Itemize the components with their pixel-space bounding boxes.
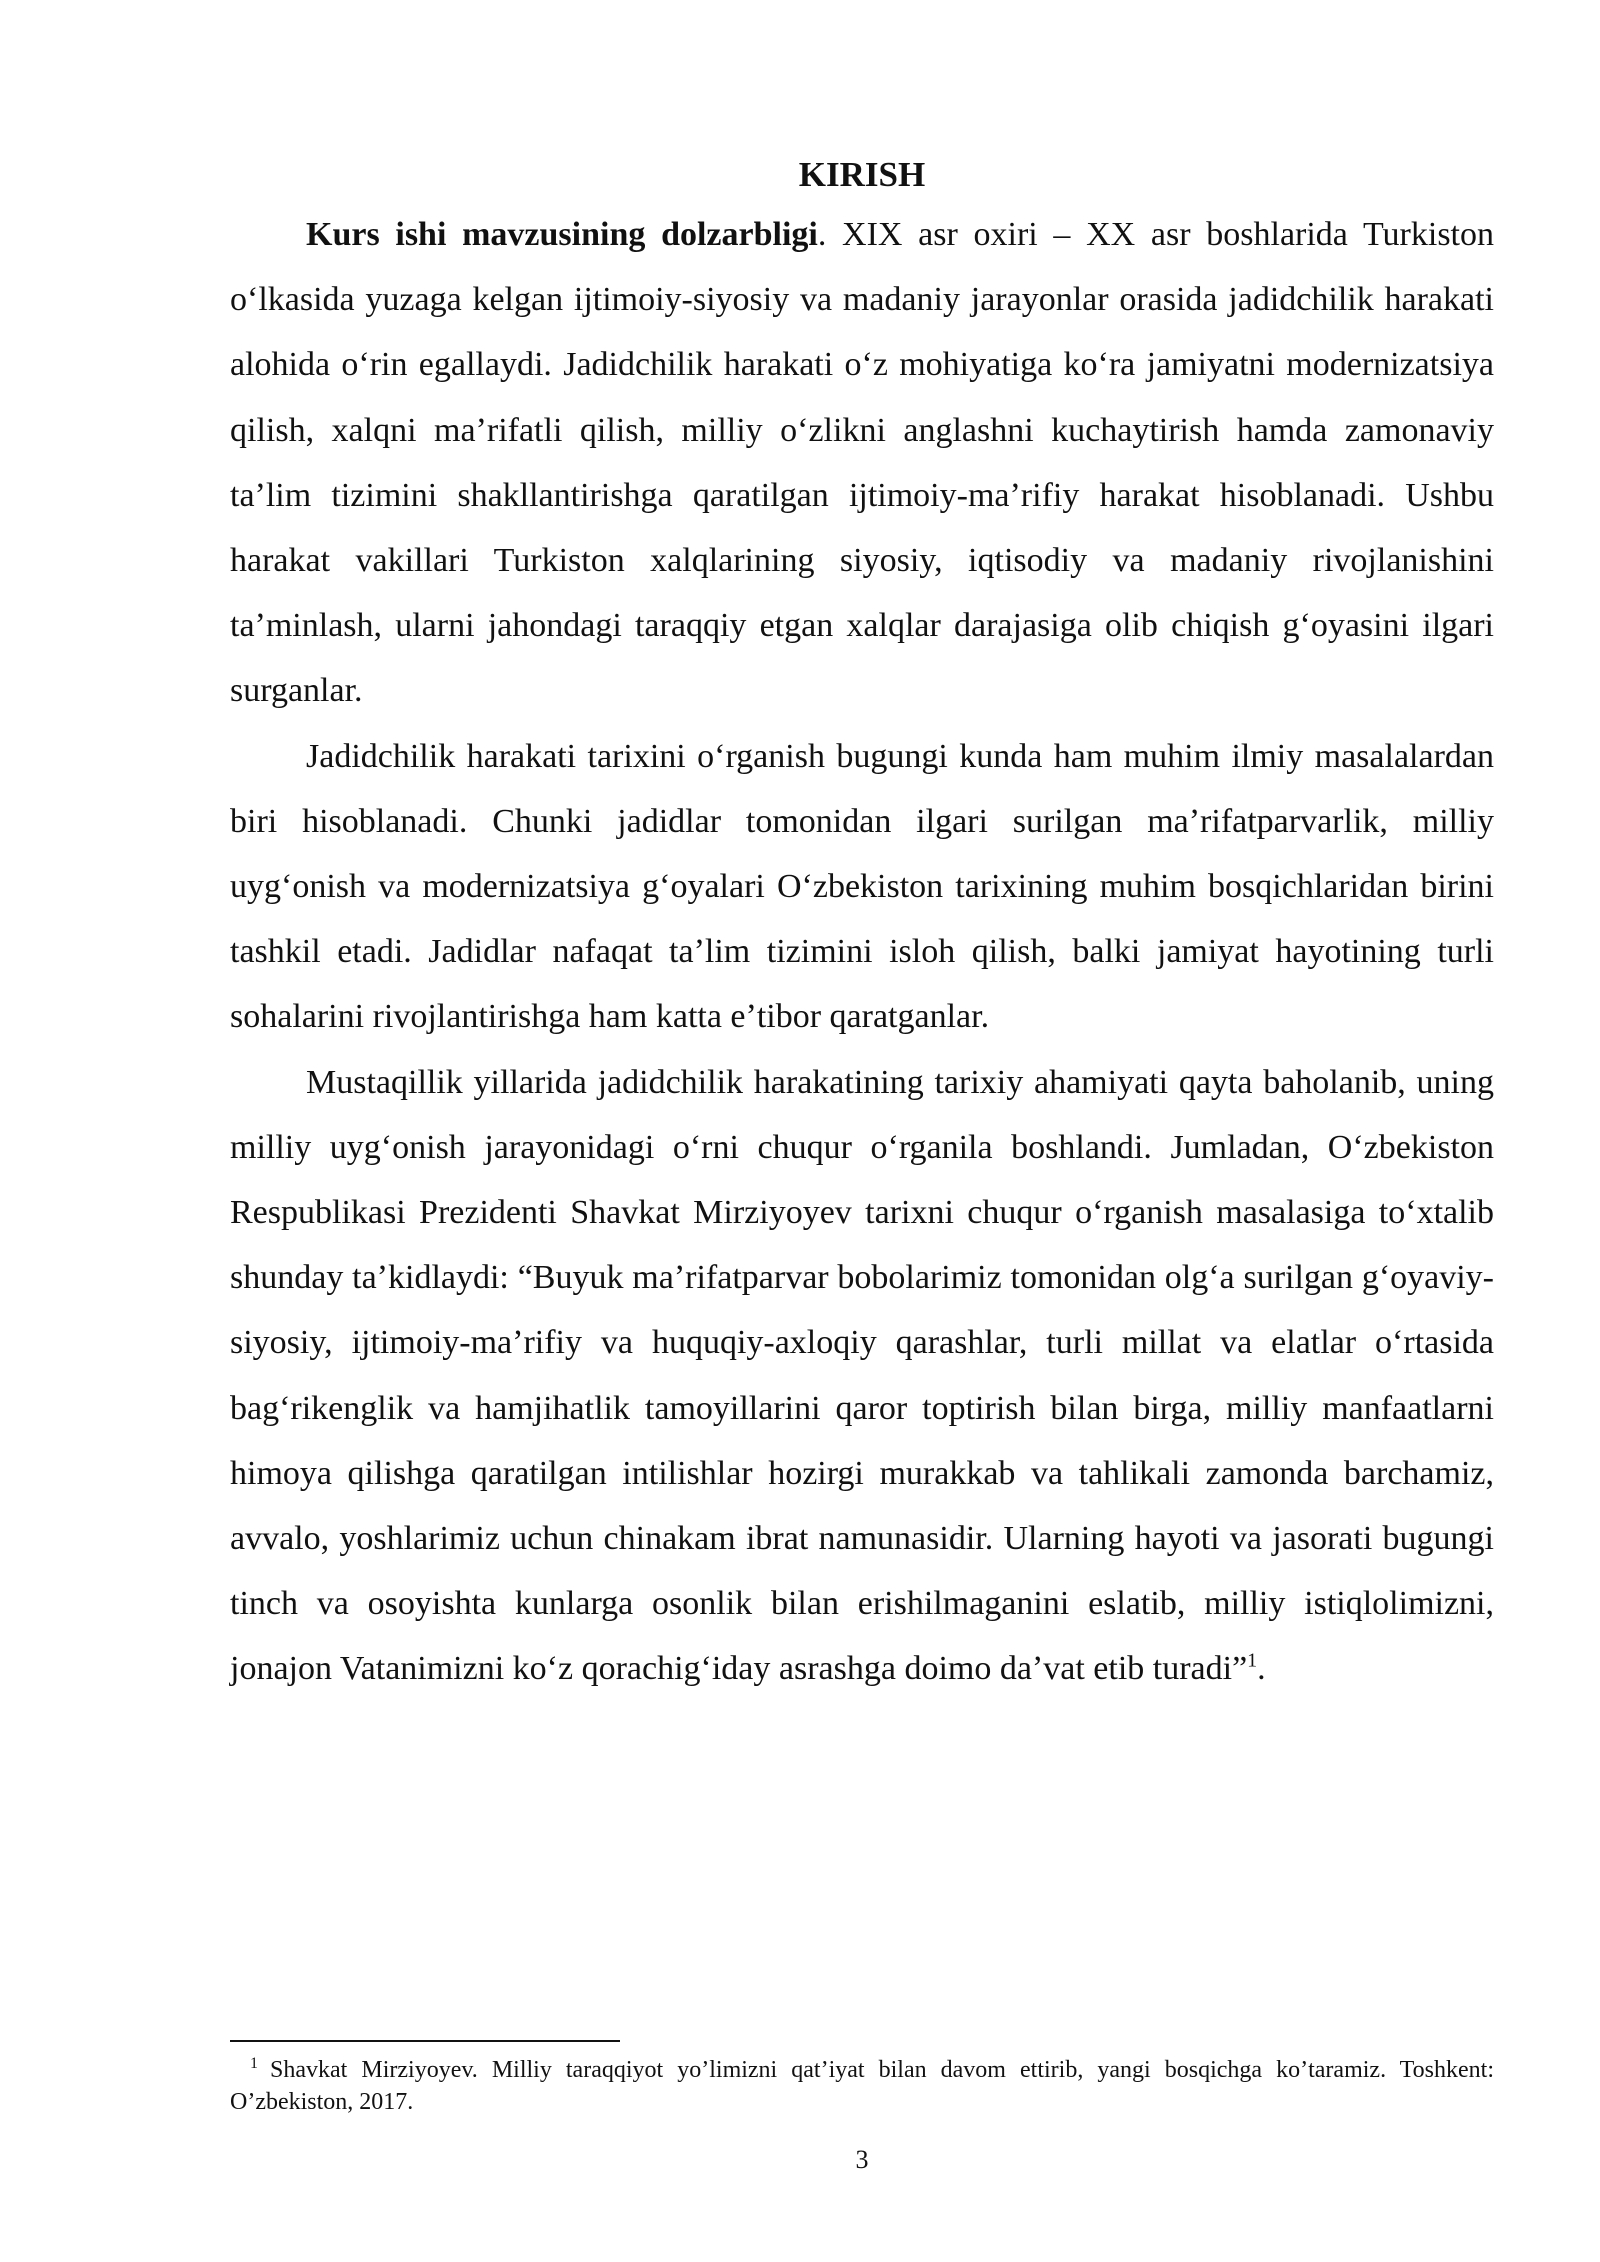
footnote-separator bbox=[230, 2040, 620, 2042]
paragraph-text: Mustaqillik yillarida jadidchilik harakatining tarixiy ahamiyati qayta baholanib, uning milliy uygʻonish jarayonidagi oʻrni chuqur oʻrganila boshlandi. Jumladan, Oʻzbekiston Respublikasi Prezidenti Shavkat Mirziyoyev tarixni chuqur oʻrganish masalasiga toʻxtalib shunday taʼkidlaydi: “Buyuk maʼrifatparvar bobolarimiz tomonidan olgʻa surilgan gʻoyaviy-siyosiy, ijtimoiy-maʼrifiy va huquqiy-axloqiy qarashlar, turli millat va elatlar oʻrtasida bagʻrikenglik va hamjihatlik tamoyillarini qaror toptirish bilan birga, milliy manfaatlarni himoya qilishga qaratilgan intilishlar hozirgi murakkab va tahlikali zamonda barchamiz, avvalo, yoshlarimiz uchun chinakam ibrat namunasidir. Ularning hayoti va jasorati bugungi tinch va osoyishta kunlarga osonlik bilan erishilmaganini eslatib, milliy istiqlolimizni, jonajon Vatanimizni koʻz qorachigʻiday asrashga doimo daʼvat etib turadi” bbox=[230, 1063, 1494, 1688]
paragraph-text: . XIX asr oxiri – XX asr boshlarida Turkiston oʻlkasida yuzaga kelgan ijtimoiy-siyosiy va madaniy jarayonlar orasida jadidchilik harakati alohida oʻrin egallaydi. Jadidchilik harakati oʻz mohiyatiga koʻra jamiyatni modernizatsiya qilish, xalqni maʼrifatli qilish, milliy oʻzlikni anglashni kuchaytirish hamda zamonaviy taʼlim tizimini shakllantirishga qaratilgan ijtimoiy-maʼrifiy harakat hisoblanadi. Ushbu harakat vakillari Turkiston xalqlarining siyosiy, iqtisodiy va madaniy rivojlanishini taʼminlash, ularni jahondagi taraqqiy etgan xalqlar darajasiga olib chiqish gʻoyasini ilgari surganlar. bbox=[230, 216, 1495, 710]
paragraph-text: Jadidchilik harakati tarixini oʻrganish bugungi kunda ham muhim ilmiy masalalardan biri hisoblanadi. Chunki jadidlar tomonidan ilgari surilgan maʼrifatparvarlik, milliy uygʻonish va modernizatsiya gʻoyalari Oʻzbekiston tarixining muhim bosqichlaridan birini tashkil etadi. Jadidlar nafaqat taʼlim tizimini isloh qilish, balki jamiyat hayotining turli sohalarini rivojlantirishga ham katta eʼtibor qaratganlar. bbox=[230, 737, 1494, 1036]
footnote-reference[interactable]: 1 bbox=[1247, 1650, 1258, 1673]
paragraph-independence bbox=[230, 1050, 1494, 1702]
section-heading: KIRISH bbox=[798, 155, 926, 194]
paragraph-lead-bold: Kurs ishi mavzusining dolzarbligi bbox=[306, 216, 818, 253]
paragraph-relevance bbox=[230, 202, 1494, 724]
footnote-mark: 1 bbox=[250, 2055, 258, 2072]
page-number: 3 bbox=[855, 2145, 869, 2174]
paragraph-tail: . bbox=[1257, 1650, 1266, 1688]
footnote bbox=[230, 2054, 1494, 2118]
body-text bbox=[230, 148, 1494, 1702]
paragraph-study bbox=[230, 724, 1494, 1050]
footnote-text: Shavkat Mirziyoyev. Milliy taraqqiyot yoʼlimizni qatʼiyat bilan davom ettirib, yangi bosqichga koʼtaramiz. Toshkent: Oʼzbekiston, 2017. bbox=[230, 2057, 1494, 2115]
